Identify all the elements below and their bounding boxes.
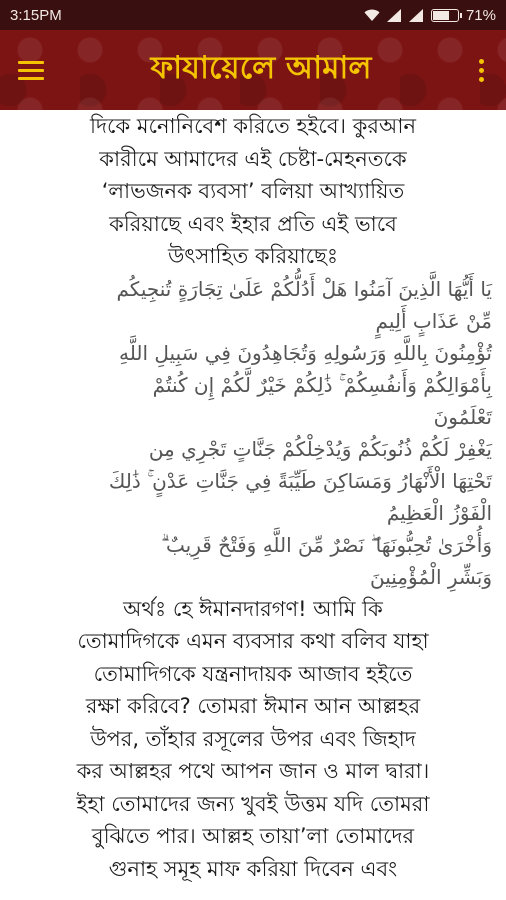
text-line: ‘লাভজনক ব্যবসা’ বলিয়া আখ্যায়িত bbox=[101, 179, 405, 203]
intro-paragraph bbox=[14, 110, 492, 273]
page-title: ফাযায়েলে আমাল bbox=[150, 50, 372, 86]
arabic-line: مِّنْ عَذَابٍ أَلِيمٍ bbox=[375, 308, 492, 333]
translation-paragraph bbox=[14, 593, 492, 886]
text-line: গুনাহ সমূহ মাফ করিয়া দিবেন এবং bbox=[108, 856, 398, 881]
arabic-line: تَحْتِهَا الْأَنْهَارُ وَمَسَاكِنَ طَيِّبَةً فِي جَنَّاتِ عَدْنٍ ۚ ذَٰلِكَ bbox=[108, 468, 492, 493]
arabic-line: وَأُخْرَىٰ تُحِبُّونَهَا ۖ نَصْرٌ مِّنَ اللَّهِ وَفَتْحٌ قَرِيبٌ ۗ bbox=[161, 532, 492, 557]
text-line: কর আল্লহর পথে আপন জান ও মাল দ্বারা। bbox=[76, 759, 430, 783]
text-line: দিকে মনোনিবেশ করিতে হইবে। কুরআন bbox=[90, 114, 416, 138]
arabic-verses bbox=[14, 273, 492, 593]
text-line: ইহা তোমাদের জন্য খুবই উত্তম যদি তোমরা bbox=[76, 791, 430, 816]
reading-content[interactable] bbox=[0, 110, 506, 900]
wifi-icon bbox=[364, 9, 380, 22]
status-icons bbox=[364, 7, 496, 24]
app-bar bbox=[0, 30, 506, 110]
arabic-line: الْفَوْزُ الْعَظِيمُ bbox=[386, 500, 492, 525]
hamburger-icon[interactable] bbox=[18, 55, 48, 85]
battery-percent: 71% bbox=[465, 6, 496, 24]
battery-level bbox=[433, 11, 449, 20]
text-line: উৎসাহিত করিয়াছেঃ bbox=[167, 244, 339, 268]
signal-icon bbox=[387, 9, 402, 22]
battery-icon bbox=[431, 9, 459, 22]
status-time: 3:15PM bbox=[10, 6, 62, 24]
arabic-line: تُؤْمِنُونَ بِاللَّهِ وَرَسُولِهِ وَتُجَاهِدُونَ فِي سَبِيلِ اللَّهِ bbox=[119, 340, 492, 365]
text-line: বুঝিতে পার। আল্লহ তায়া’লা তোমাদের bbox=[91, 824, 415, 848]
arabic-line: تَعْلَمُونَ bbox=[433, 404, 492, 429]
text-line: অর্থঃ হে ঈমানদারগণ! আমি কি bbox=[123, 596, 383, 621]
text-line: তোমাদিগকে এমন ব্যবসার কথা বলিব যাহা bbox=[77, 629, 429, 653]
arabic-line: يَغْفِرْ لَكُمْ ذُنُوبَكُمْ وَيُدْخِلْكُمْ جَنَّاتٍ تَجْرِي مِن bbox=[148, 436, 492, 461]
text-line: রক্ষা করিবে? তোমরা ঈমান আন আল্লহর bbox=[85, 694, 421, 718]
text-line: তোমাদিগকে যন্ত্রনাদায়ক আজাব হইতে bbox=[93, 661, 413, 686]
text-line: করিয়াছে এবং ইহার প্রতি এই ভাবে bbox=[109, 211, 397, 236]
arabic-line: بِأَمْوَالِكُمْ وَأَنفُسِكُمْ ۚ ذَٰلِكُمْ خَيْرٌ لَّكُمْ إِن كُنتُمْ bbox=[152, 372, 492, 397]
signal-icon-2 bbox=[409, 9, 424, 22]
arabic-line: يَا أَيُّهَا الَّذِينَ آمَنُوا هَلْ أَدُلُّكُمْ عَلَىٰ تِجَارَةٍ تُنجِيكُم bbox=[116, 276, 492, 301]
text-line: কারীমে আমাদের এই চেষ্টা-মেহনতকে bbox=[99, 146, 407, 171]
text-line: উপর, তাঁহার রসূলের উপর এবং জিহাদ bbox=[90, 726, 416, 751]
arabic-line: وَبَشِّرِ الْمُؤْمِنِينَ bbox=[369, 564, 492, 589]
status-bar bbox=[0, 0, 506, 30]
more-vert-icon[interactable] bbox=[474, 55, 488, 85]
